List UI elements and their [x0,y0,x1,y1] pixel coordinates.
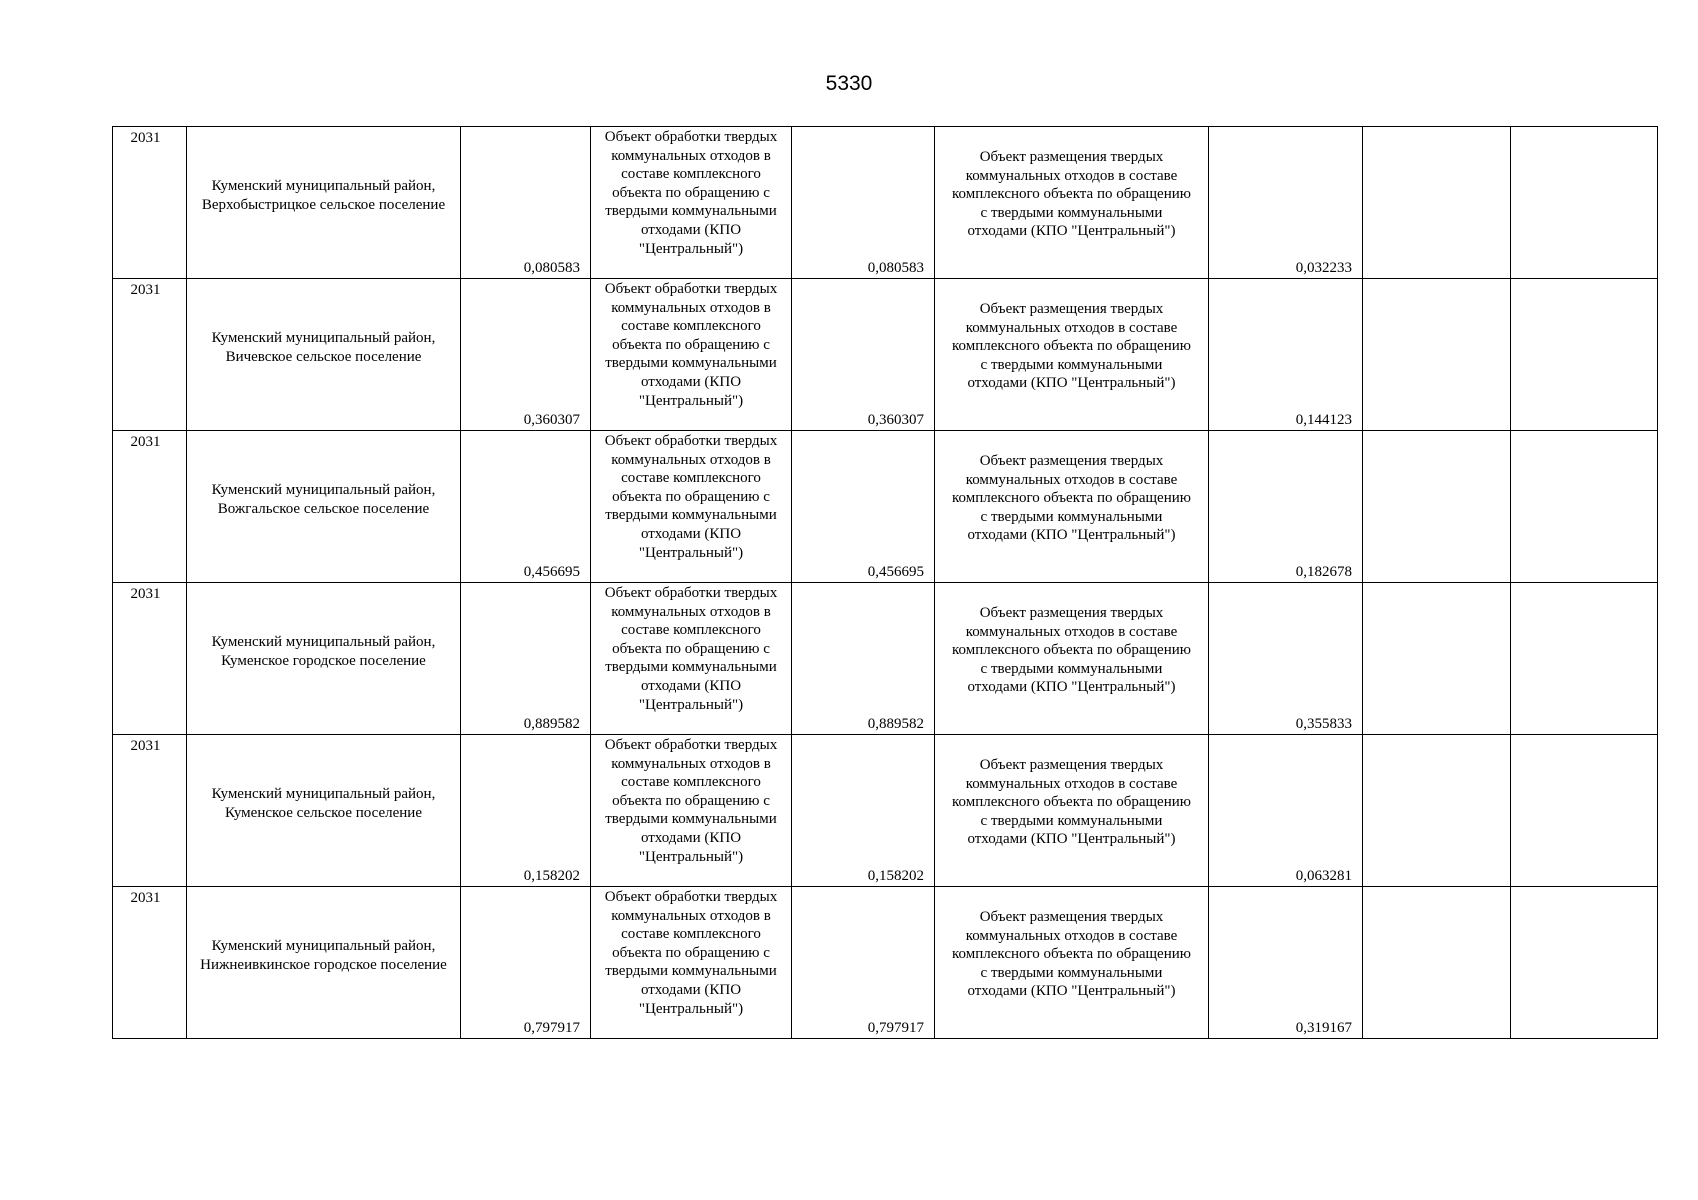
processing-object-cell: Объект обработки твердых коммунальных отходов в составе комплексного объекта по обращению с твердыми коммунальными отходами (КПО "Центральный") [591,887,792,1039]
processing-object-cell: Объект обработки твердых коммунальных отходов в составе комплексного объекта по обращению с твердыми коммунальными отходами (КПО "Центральный") [591,583,792,735]
value-2-cell: 0,080583 [792,127,935,279]
value-1-cell: 0,080583 [461,127,591,279]
year-cell: 2031 [113,127,187,279]
empty-cell [1511,431,1658,583]
value-1-cell: 0,456695 [461,431,591,583]
value-3-cell: 0,063281 [1209,735,1363,887]
value-3-cell: 0,319167 [1209,887,1363,1039]
empty-cell [1363,127,1511,279]
placement-object-cell: Объект размещения твердых коммунальных отходов в составе комплексного объекта по обращению с твердыми коммунальными отходами (КПО "Центральный") [935,735,1209,887]
year-cell: 2031 [113,431,187,583]
value-3-cell: 0,182678 [1209,431,1363,583]
value-3-cell: 0,144123 [1209,279,1363,431]
value-2-cell: 0,158202 [792,735,935,887]
empty-cell [1511,583,1658,735]
value-1-cell: 0,889582 [461,583,591,735]
area-cell: Куменский муниципальный район, Нижнеивкинское городское поселение [187,887,461,1039]
table-row [113,735,1658,887]
year-cell: 2031 [113,735,187,887]
value-2-cell: 0,889582 [792,583,935,735]
area-cell: Куменский муниципальный район, Куменское сельское поселение [187,735,461,887]
area-cell: Куменский муниципальный район, Вожгальское сельское поселение [187,431,461,583]
empty-cell [1363,887,1511,1039]
empty-cell [1511,127,1658,279]
empty-cell [1363,431,1511,583]
placement-object-cell: Объект размещения твердых коммунальных отходов в составе комплексного объекта по обращению с твердыми коммунальными отходами (КПО "Центральный") [935,127,1209,279]
processing-object-cell: Объект обработки твердых коммунальных отходов в составе комплексного объекта по обращению с твердыми коммунальными отходами (КПО "Центральный") [591,279,792,431]
year-cell: 2031 [113,887,187,1039]
area-cell: Куменский муниципальный район, Куменское городское поселение [187,583,461,735]
placement-object-cell: Объект размещения твердых коммунальных отходов в составе комплексного объекта по обращению с твердыми коммунальными отходами (КПО "Центральный") [935,431,1209,583]
processing-object-cell: Объект обработки твердых коммунальных отходов в составе комплексного объекта по обращению с твердыми коммунальными отходами (КПО "Центральный") [591,431,792,583]
value-3-cell: 0,355833 [1209,583,1363,735]
year-cell: 2031 [113,279,187,431]
value-1-cell: 0,797917 [461,887,591,1039]
processing-object-cell: Объект обработки твердых коммунальных отходов в составе комплексного объекта по обращению с твердыми коммунальными отходами (КПО "Центральный") [591,735,792,887]
table-row [113,127,1658,279]
placement-object-cell: Объект размещения твердых коммунальных отходов в составе комплексного объекта по обращению с твердыми коммунальными отходами (КПО "Центральный") [935,887,1209,1039]
waste-flow-table [112,126,1658,1039]
year-cell: 2031 [113,583,187,735]
table-row [113,583,1658,735]
area-cell: Куменский муниципальный район, Верхобыстрицкое сельское поселение [187,127,461,279]
empty-cell [1363,735,1511,887]
value-2-cell: 0,456695 [792,431,935,583]
empty-cell [1511,279,1658,431]
placement-object-cell: Объект размещения твердых коммунальных отходов в составе комплексного объекта по обращению с твердыми коммунальными отходами (КПО "Центральный") [935,583,1209,735]
table-row [113,279,1658,431]
empty-cell [1363,583,1511,735]
page-number: 5330 [825,72,873,95]
value-1-cell: 0,360307 [461,279,591,431]
value-3-cell: 0,032233 [1209,127,1363,279]
empty-cell [1511,887,1658,1039]
value-2-cell: 0,360307 [792,279,935,431]
table-row [113,431,1658,583]
area-cell: Куменский муниципальный район, Вичевское сельское поселение [187,279,461,431]
empty-cell [1363,279,1511,431]
processing-object-cell: Объект обработки твердых коммунальных отходов в составе комплексного объекта по обращению с твердыми коммунальными отходами (КПО "Центральный") [591,127,792,279]
placement-object-cell: Объект размещения твердых коммунальных отходов в составе комплексного объекта по обращению с твердыми коммунальными отходами (КПО "Центральный") [935,279,1209,431]
table-row [113,887,1658,1039]
value-2-cell: 0,797917 [792,887,935,1039]
value-1-cell: 0,158202 [461,735,591,887]
empty-cell [1511,735,1658,887]
